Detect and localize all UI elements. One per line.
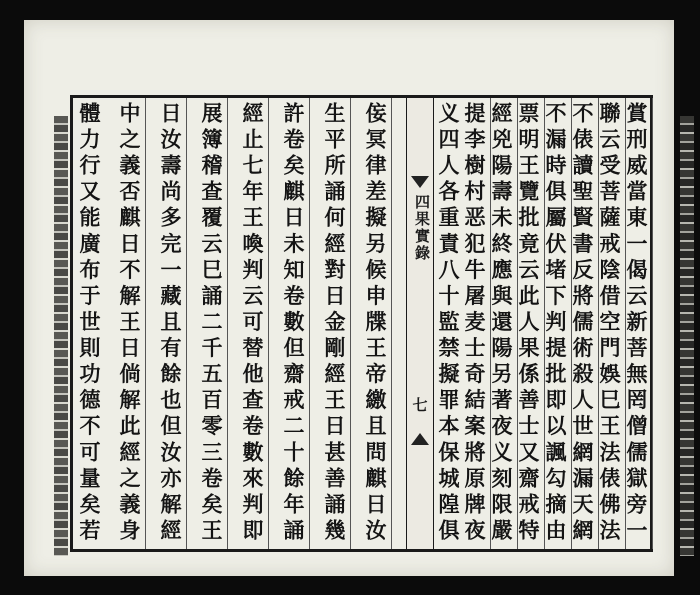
right-torn-edge [680,116,694,556]
left-torn-edge [54,116,68,556]
book-title: 四果實錄 [413,194,431,262]
page-number: 七 [412,396,428,414]
right-page [432,98,653,549]
right-col-8: 义四人各重責八十監禁擬罪本保城隍俱 [436,102,461,546]
center-gutter [406,98,434,549]
right-col-3: 不俵讀聖賢書反將儒術殺人世網漏天網 [567,98,599,549]
right-col-7: 提李樹村恶犯牛屠麦士奇結案將原牌夜 [459,98,491,549]
left-page [73,98,406,549]
left-col-2: 生平所誦何經對日金剛經王日甚善誦幾 [319,98,351,549]
left-col-8: 體力行又能廣布于世則功德不可量矣若 [77,102,102,546]
right-col-4: 不漏時俱屬伏堵下判提批即以諷勾摘由 [540,98,572,549]
left-col-3: 許卷矣麒日未知卷數但齋戒二十餘年誦 [278,98,310,549]
right-col-1: 賞刑威當東一偈云新菩無罔僧儒獄旁一 [621,98,653,549]
left-col-7: 中之義否麒日不解王日倘解此經之義身 [114,98,146,549]
printed-frame [70,95,653,552]
fish-tail-bottom-icon [411,433,429,445]
left-col-4: 經止七年王喚判云可替他查卷數來判即 [237,98,269,549]
left-col-1: 侫冥律差擬另候申牒王帝繳且問麒日汝 [360,98,392,549]
right-col-5: 票明王覽批竟云此人果係善士又齋戒特 [513,98,545,549]
left-col-5: 展簿稽查覆云巳誦二千五百零三卷矣王 [196,98,228,549]
fish-tail-top-icon [411,176,429,188]
right-col-2: 聯云受菩薩戒陰借空門娛巳王法俵佛法 [594,98,626,549]
right-col-6: 經兇陽壽未終應與還陽另著夜义刻限嚴 [486,98,518,549]
left-col-6: 日汝壽尚多完一藏且有餘也但汝亦解經 [155,98,187,549]
